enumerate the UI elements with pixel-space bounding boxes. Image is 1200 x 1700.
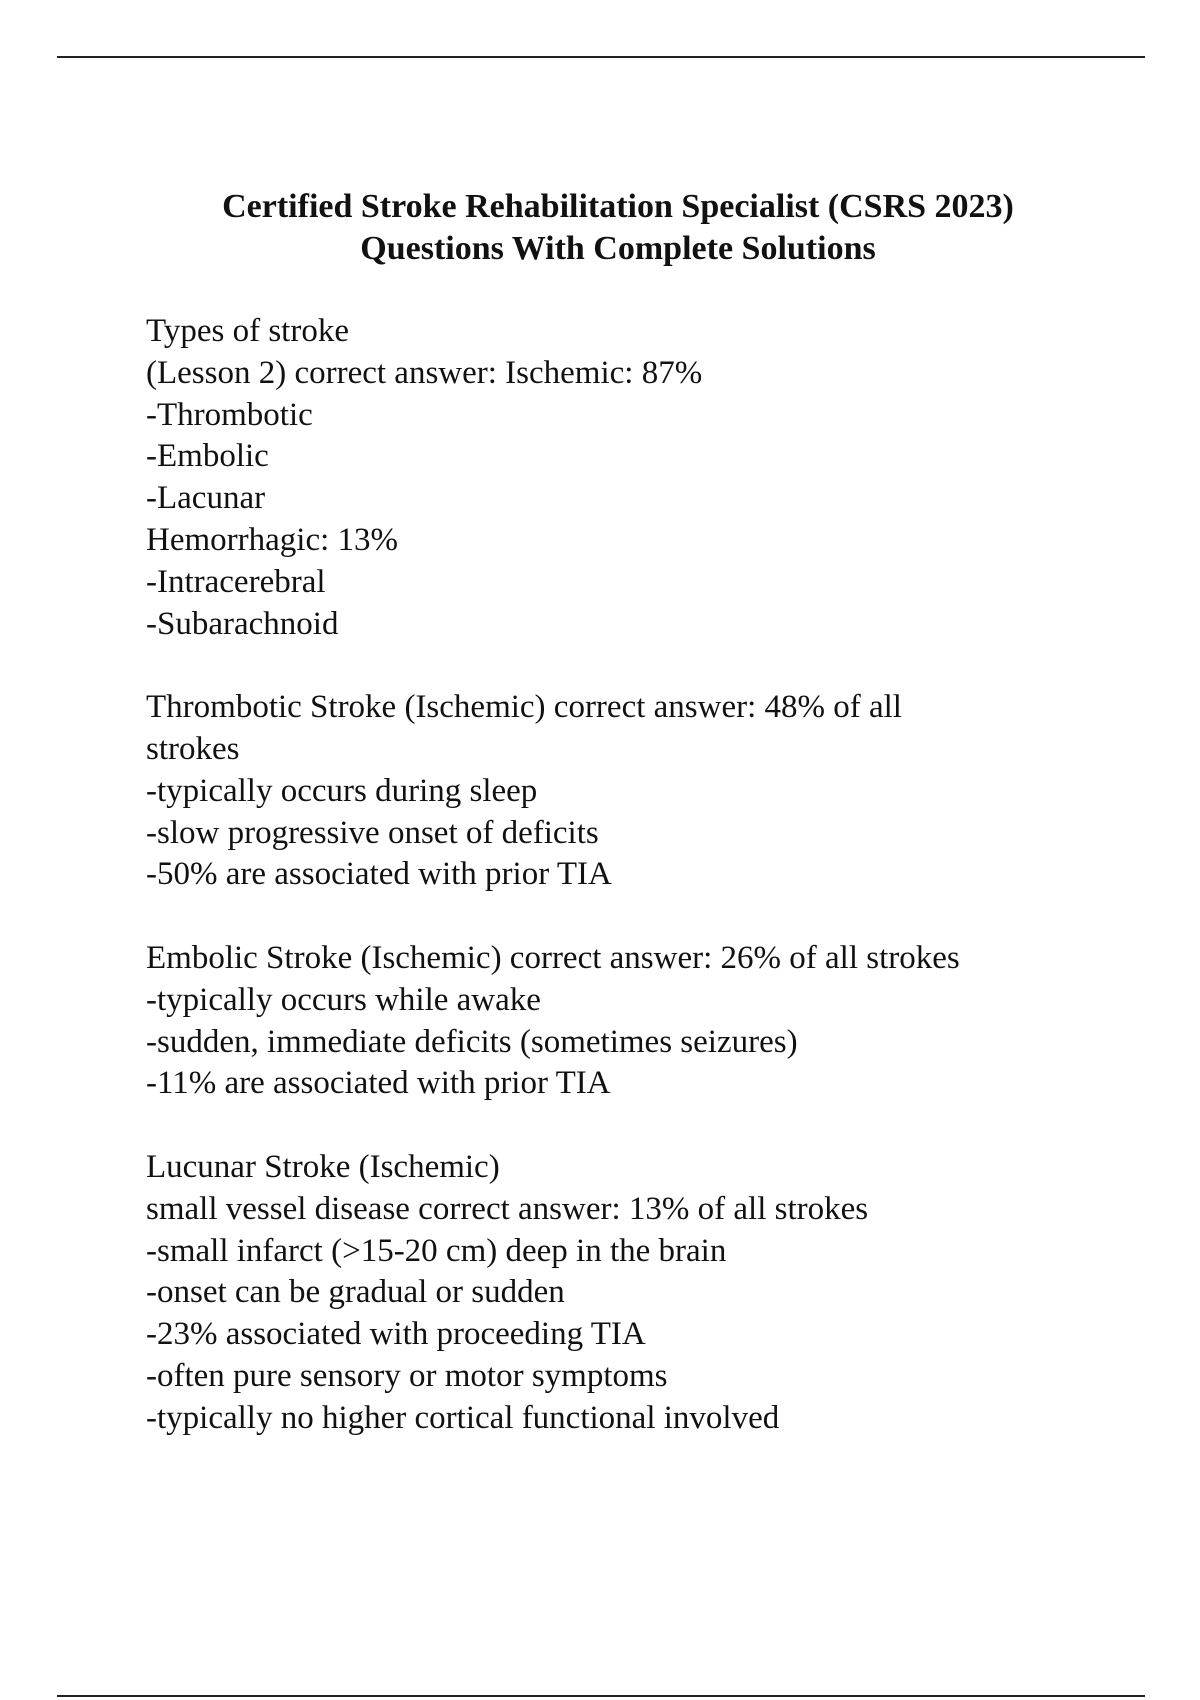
qa-line: -Subarachnoid [146,605,339,642]
qa-content [146,311,1146,1481]
qa-line: small vessel disease correct answer: 13% of all strokes [146,1190,869,1227]
qa-line: -typically occurs while awake [146,981,541,1018]
qa-item-embolic-stroke [146,938,1146,1105]
qa-line: -typically no higher cortical functional involved [146,1399,780,1436]
qa-line: -sudden, immediate deficits (sometimes seizures) [146,1023,798,1060]
title-line-1: Certified Stroke Rehabilitation Specialist (CSRS 2023) [222,188,1014,225]
qa-line: -50% are associated with prior TIA [146,856,612,893]
qa-line: (Lesson 2) correct answer: Ischemic: 87% [146,354,703,391]
qa-item-types-of-stroke [146,311,1146,645]
qa-line: -small infarct (>15-20 cm) deep in the brain [146,1232,727,1269]
title-line-2: Questions With Complete Solutions [360,230,876,267]
qa-line: -Intracerebral [146,563,326,600]
qa-line: -Embolic [146,438,269,475]
top-rule [57,56,1145,58]
qa-line: Lucunar Stroke (Ischemic) [146,1148,500,1185]
qa-line: -typically occurs during sleep [146,772,538,809]
qa-line: -slow progressive onset of deficits [146,814,599,851]
qa-line: strokes [146,730,240,767]
qa-line: -often pure sensory or motor symptoms [146,1357,668,1394]
bottom-rule [57,1695,1145,1697]
qa-item-lacunar-stroke [146,1147,1146,1440]
qa-line: -onset can be gradual or sudden [146,1274,565,1311]
document-title [0,186,1200,270]
qa-line: -11% are associated with prior TIA [146,1065,611,1102]
qa-line: -23% associated with proceeding TIA [146,1316,646,1353]
qa-line: Types of stroke [146,313,349,349]
qa-line: -Lacunar [146,480,266,517]
qa-item-thrombotic-stroke [146,687,1146,896]
qa-line: Hemorrhagic: 13% [146,521,398,558]
qa-line: Embolic Stroke (Ischemic) correct answer: 26% of all strokes [146,939,960,976]
qa-line: -Thrombotic [146,396,313,433]
qa-line: Thrombotic Stroke (Ischemic) correct answer: 48% of all [146,689,902,726]
